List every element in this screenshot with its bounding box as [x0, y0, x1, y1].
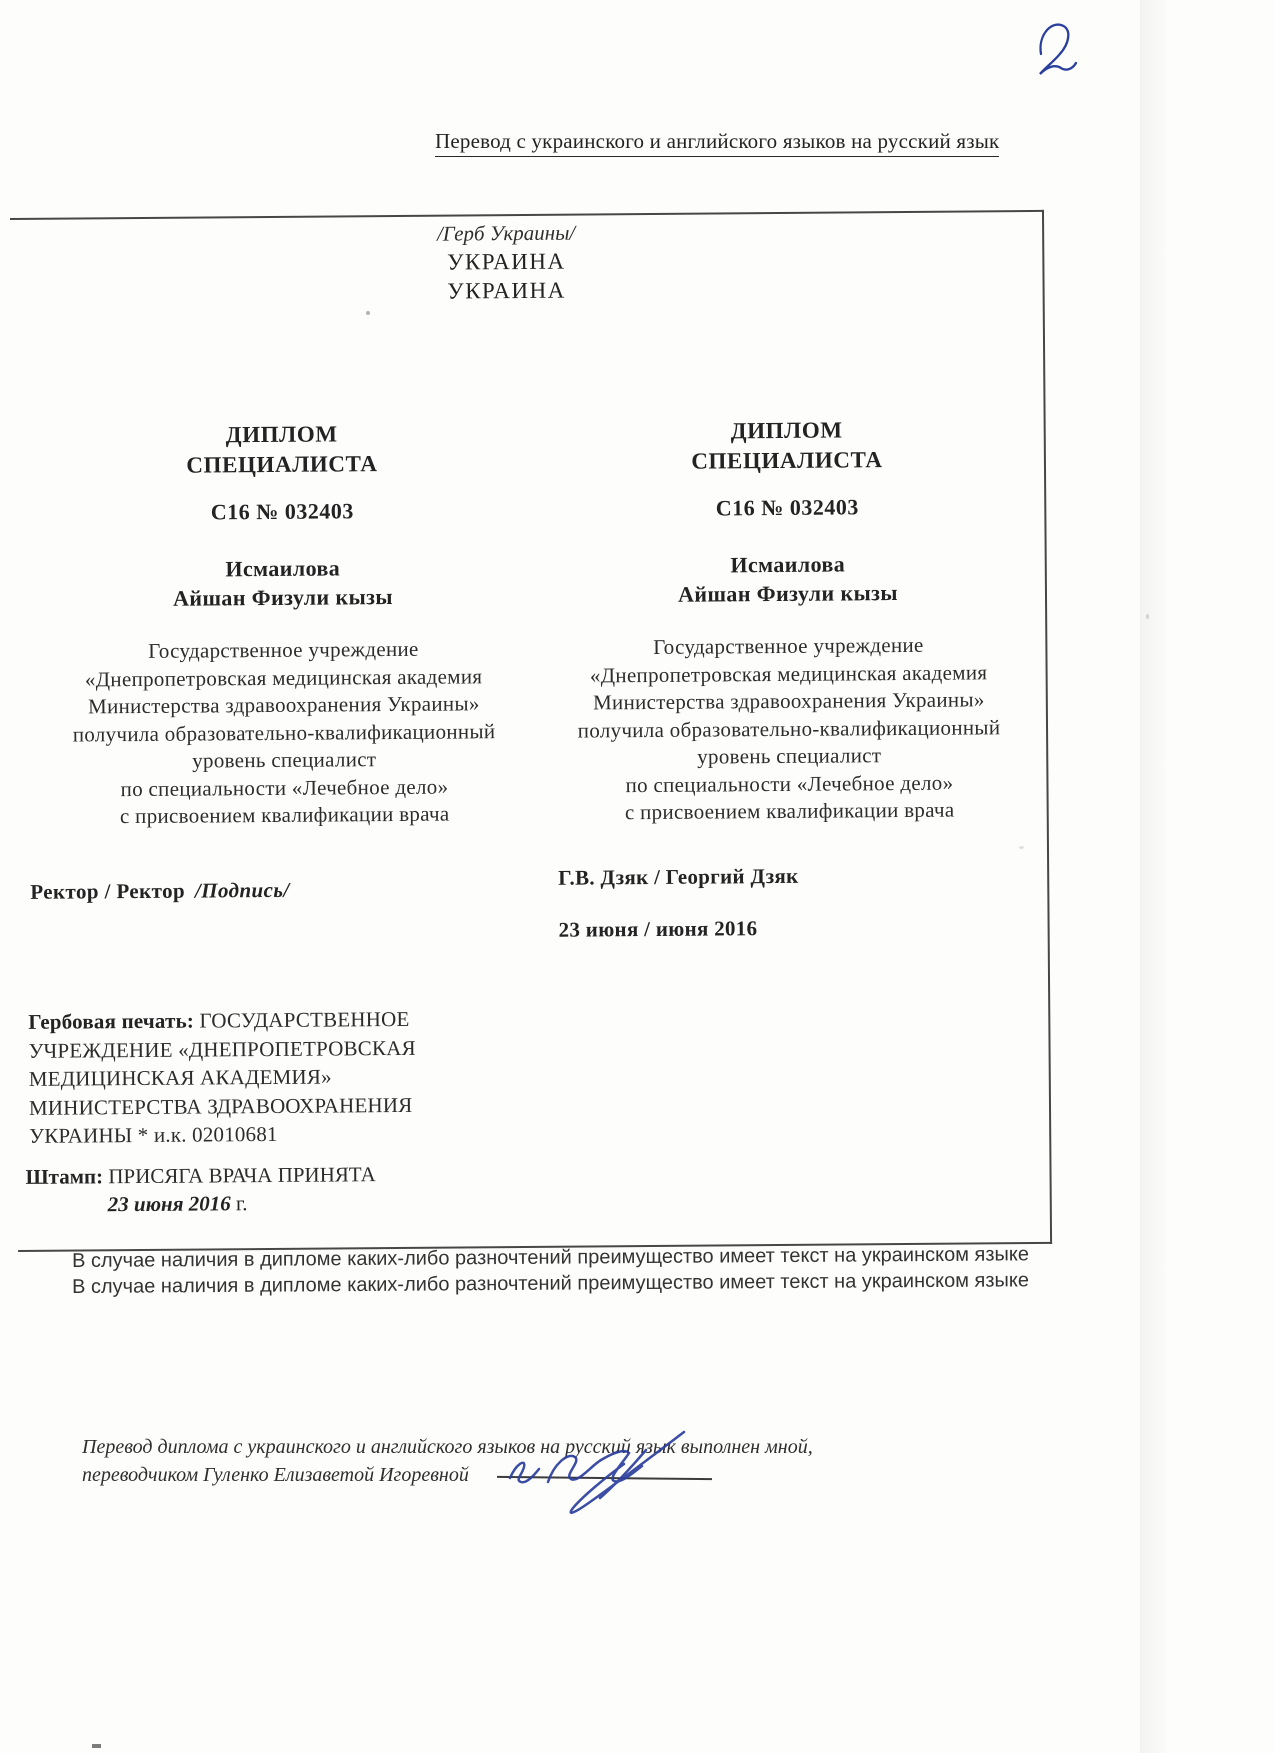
diploma-body-text: Государственное учреждение «Днепропетровская медицинская академия Министерства здравоохранения Украины» получила образовательно-квалификационный уровень специалист по специальности «Лечебное дело» с присвоением квалификации врача — [577, 632, 1001, 825]
seal-line: МИНИСТЕРСТВА ЗДРАВООХРАНЕНИЯ — [28, 1092, 413, 1120]
discrepancy-note-line1: В случае наличия в дипломе каких-либо разночтений преимущество имеет текст на украинском языке — [72, 1243, 1030, 1272]
handwritten-signature-icon — [488, 1418, 718, 1526]
discrepancy-note-line2: В случае наличия в дипломе каких-либо разночтений преимущество имеет текст на украинском языке — [72, 1269, 1030, 1298]
scan-speck — [1019, 846, 1024, 849]
seal-line: ГОСУДАРСТВЕННОЕ — [199, 1006, 410, 1033]
scan-edge-mark — [92, 1744, 101, 1748]
scan-speck — [1146, 614, 1149, 619]
rector-signature-line — [30, 878, 289, 905]
stamp-text: ПРИСЯГА ВРАЧА ПРИНЯТА — [108, 1162, 376, 1189]
rector-name-line: Г.В. Дзяк / Георгий Дзяк — [558, 863, 799, 890]
seal-line: МЕДИЦИНСКАЯ АКАДЕМИЯ» — [28, 1064, 332, 1091]
diploma-translation-box — [10, 210, 1052, 1252]
stamp-label: Штамп: — [25, 1164, 104, 1189]
oath-stamp-line — [25, 1162, 375, 1190]
scan-speck — [366, 311, 370, 315]
signature-placeholder-note: /Подпись/ — [194, 877, 290, 903]
emblem-area — [10, 216, 1003, 309]
seal-label: Гербовая печать: — [28, 1008, 195, 1034]
handwritten-page-number-icon — [1028, 12, 1090, 82]
seal-line: УЧРЕЖДЕНИЕ «ДНЕПРОПЕТРОВСКАЯ — [28, 1035, 416, 1063]
diploma-title: ДИПЛОМ СПЕЦИАЛИСТА — [186, 421, 378, 478]
stamp-date: 23 июня 2016 — [107, 1191, 231, 1217]
translator-note-line2: переводчиком Гуленко Елизаветой Игоревной — [82, 1464, 469, 1486]
official-seal-text — [28, 1004, 499, 1150]
diploma-serial-number: С16 № 032403 — [715, 494, 859, 521]
oath-stamp-date-line — [108, 1191, 248, 1217]
diploma-body-text: Государственное учреждение «Днепропетровская медицинская академия Министерства здравоохранения Украины» получила образовательно-квалификационный уровень специалист по специальности «Лечебное дело» с присвоением квалификации врача — [72, 636, 496, 829]
country-name-line1: УКРАИНА — [447, 248, 566, 275]
translation-direction-header: Перевод с украинского и английского языков на русский язык — [435, 129, 999, 157]
diploma-column-left — [42, 418, 525, 831]
country-name-line2: УКРАИНА — [447, 277, 566, 304]
emblem-note: /Герб Украины/ — [436, 220, 576, 246]
rector-label: Ректор / Ректор — [30, 878, 186, 904]
diploma-holder-name: Исмаилова Айшан Физули кызы — [172, 555, 394, 611]
diploma-column-right — [547, 414, 1030, 827]
seal-line: УКРАИНЫ * и.к. 02010681 — [29, 1121, 278, 1148]
diploma-holder-name: Исмаилова Айшан Физули кызы — [677, 551, 899, 607]
diploma-serial-number: С16 № 032403 — [210, 498, 354, 525]
diploma-title: ДИПЛОМ СПЕЦИАЛИСТА — [691, 417, 883, 474]
issue-date-line: 23 июня / июня 2016 — [558, 916, 758, 942]
translator-note-line1: Перевод диплома с украинского и английского языков на русский язык выполнен мной, — [82, 1436, 813, 1458]
stamp-date-suffix: г. — [235, 1191, 248, 1216]
scanner-shading-band — [1140, 0, 1166, 1753]
